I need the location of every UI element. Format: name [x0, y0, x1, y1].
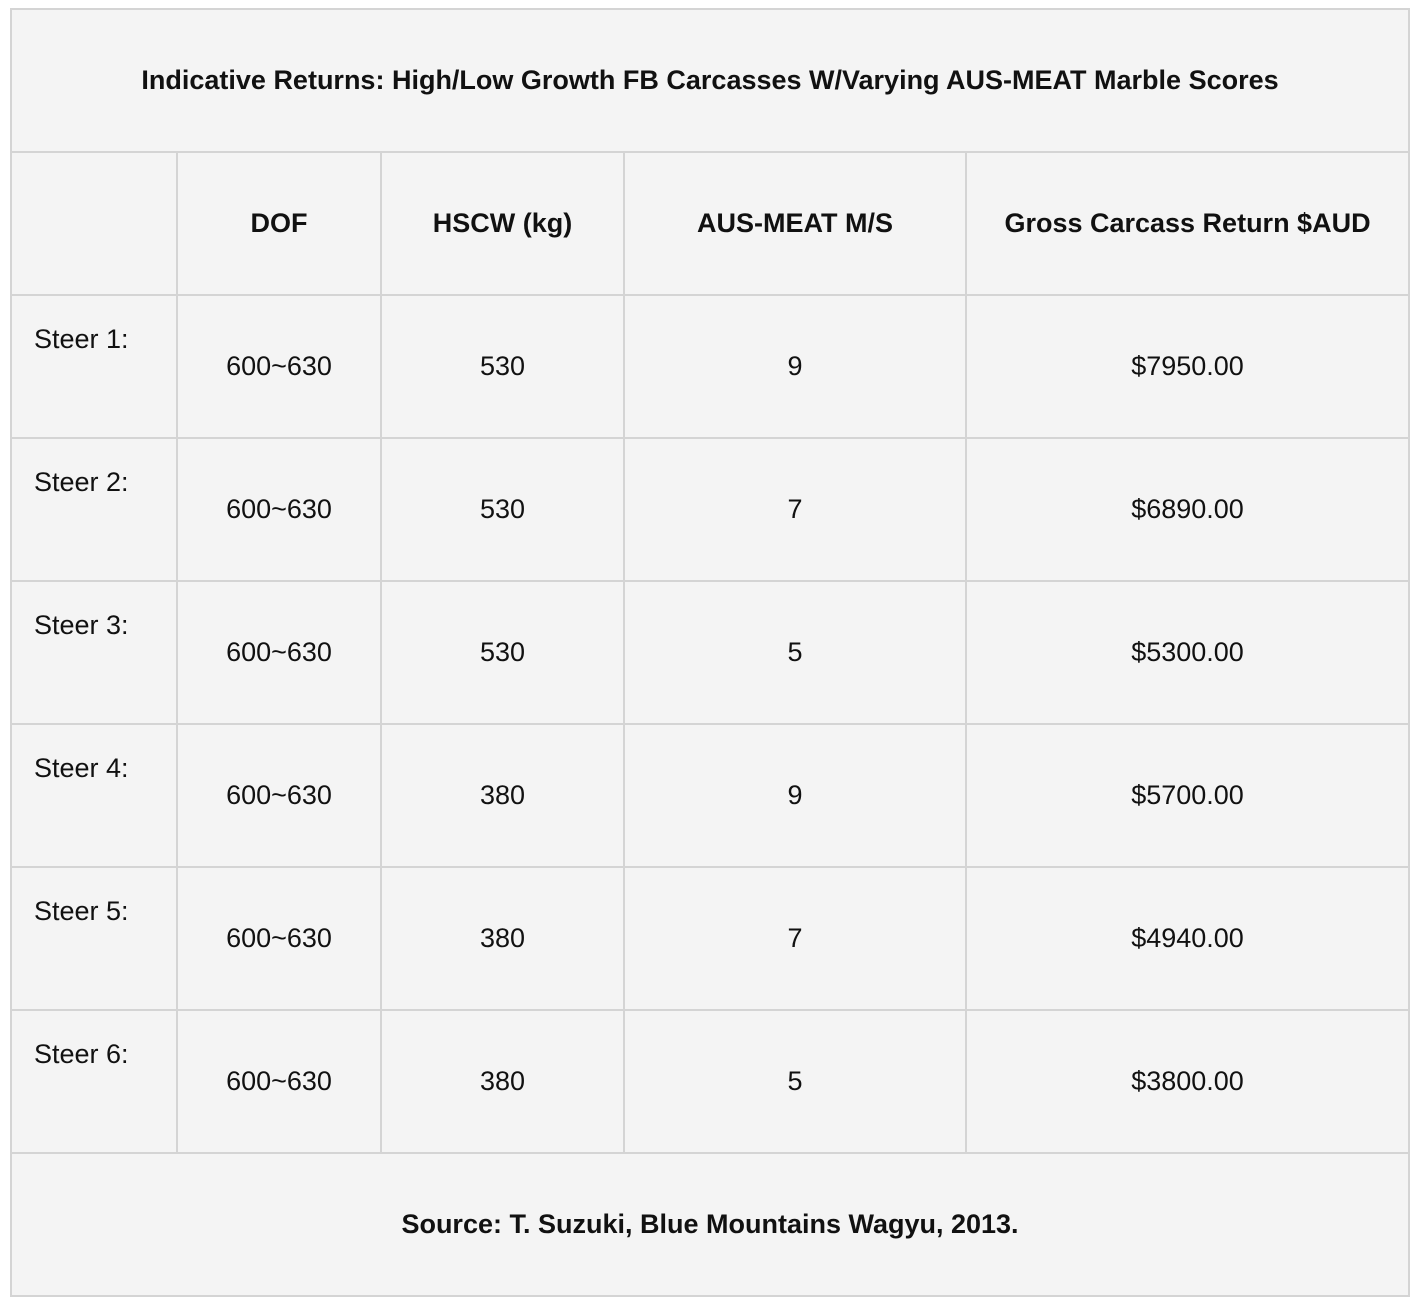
- hscw-cell: 530: [381, 581, 624, 724]
- dof-cell: 600~630: [177, 295, 381, 438]
- hscw-cell: 380: [381, 867, 624, 1010]
- table-row: [11, 867, 1409, 1010]
- hscw-cell: 530: [381, 438, 624, 581]
- table-title: Indicative Returns: High/Low Growth FB Carcasses W/Varying AUS-MEAT Marble Scores: [11, 9, 1409, 152]
- marble-score-cell: 9: [624, 295, 966, 438]
- row-label: Steer 4:: [11, 724, 177, 867]
- hscw-cell: 530: [381, 295, 624, 438]
- table-row: [11, 295, 1409, 438]
- header-hscw: HSCW (kg): [381, 152, 624, 295]
- marble-score-cell: 5: [624, 1010, 966, 1153]
- source-note: Source: T. Suzuki, Blue Mountains Wagyu, 2013.: [11, 1153, 1409, 1296]
- dof-cell: 600~630: [177, 724, 381, 867]
- gross-return-cell: $4940.00: [966, 867, 1409, 1010]
- table-row: [11, 724, 1409, 867]
- returns-table-container: [10, 8, 1408, 1297]
- title-row: [11, 9, 1409, 152]
- returns-table: [10, 8, 1410, 1297]
- marble-score-cell: 5: [624, 581, 966, 724]
- table-row: [11, 581, 1409, 724]
- source-row: [11, 1153, 1409, 1296]
- dof-cell: 600~630: [177, 581, 381, 724]
- gross-return-cell: $3800.00: [966, 1010, 1409, 1153]
- dof-cell: 600~630: [177, 1010, 381, 1153]
- table-row: [11, 1010, 1409, 1153]
- hscw-cell: 380: [381, 724, 624, 867]
- gross-return-cell: $6890.00: [966, 438, 1409, 581]
- gross-return-cell: $7950.00: [966, 295, 1409, 438]
- header-dof: DOF: [177, 152, 381, 295]
- row-label: Steer 3:: [11, 581, 177, 724]
- row-label: Steer 5:: [11, 867, 177, 1010]
- header-row: [11, 152, 1409, 295]
- gross-return-cell: $5700.00: [966, 724, 1409, 867]
- marble-score-cell: 9: [624, 724, 966, 867]
- table-row: [11, 438, 1409, 581]
- marble-score-cell: 7: [624, 438, 966, 581]
- row-label: Steer 1:: [11, 295, 177, 438]
- marble-score-cell: 7: [624, 867, 966, 1010]
- dof-cell: 600~630: [177, 867, 381, 1010]
- header-marble-score: AUS-MEAT M/S: [624, 152, 966, 295]
- row-label: Steer 6:: [11, 1010, 177, 1153]
- gross-return-cell: $5300.00: [966, 581, 1409, 724]
- dof-cell: 600~630: [177, 438, 381, 581]
- header-empty: [11, 152, 177, 295]
- header-gross-return: Gross Carcass Return $AUD: [966, 152, 1409, 295]
- row-label: Steer 2:: [11, 438, 177, 581]
- hscw-cell: 380: [381, 1010, 624, 1153]
